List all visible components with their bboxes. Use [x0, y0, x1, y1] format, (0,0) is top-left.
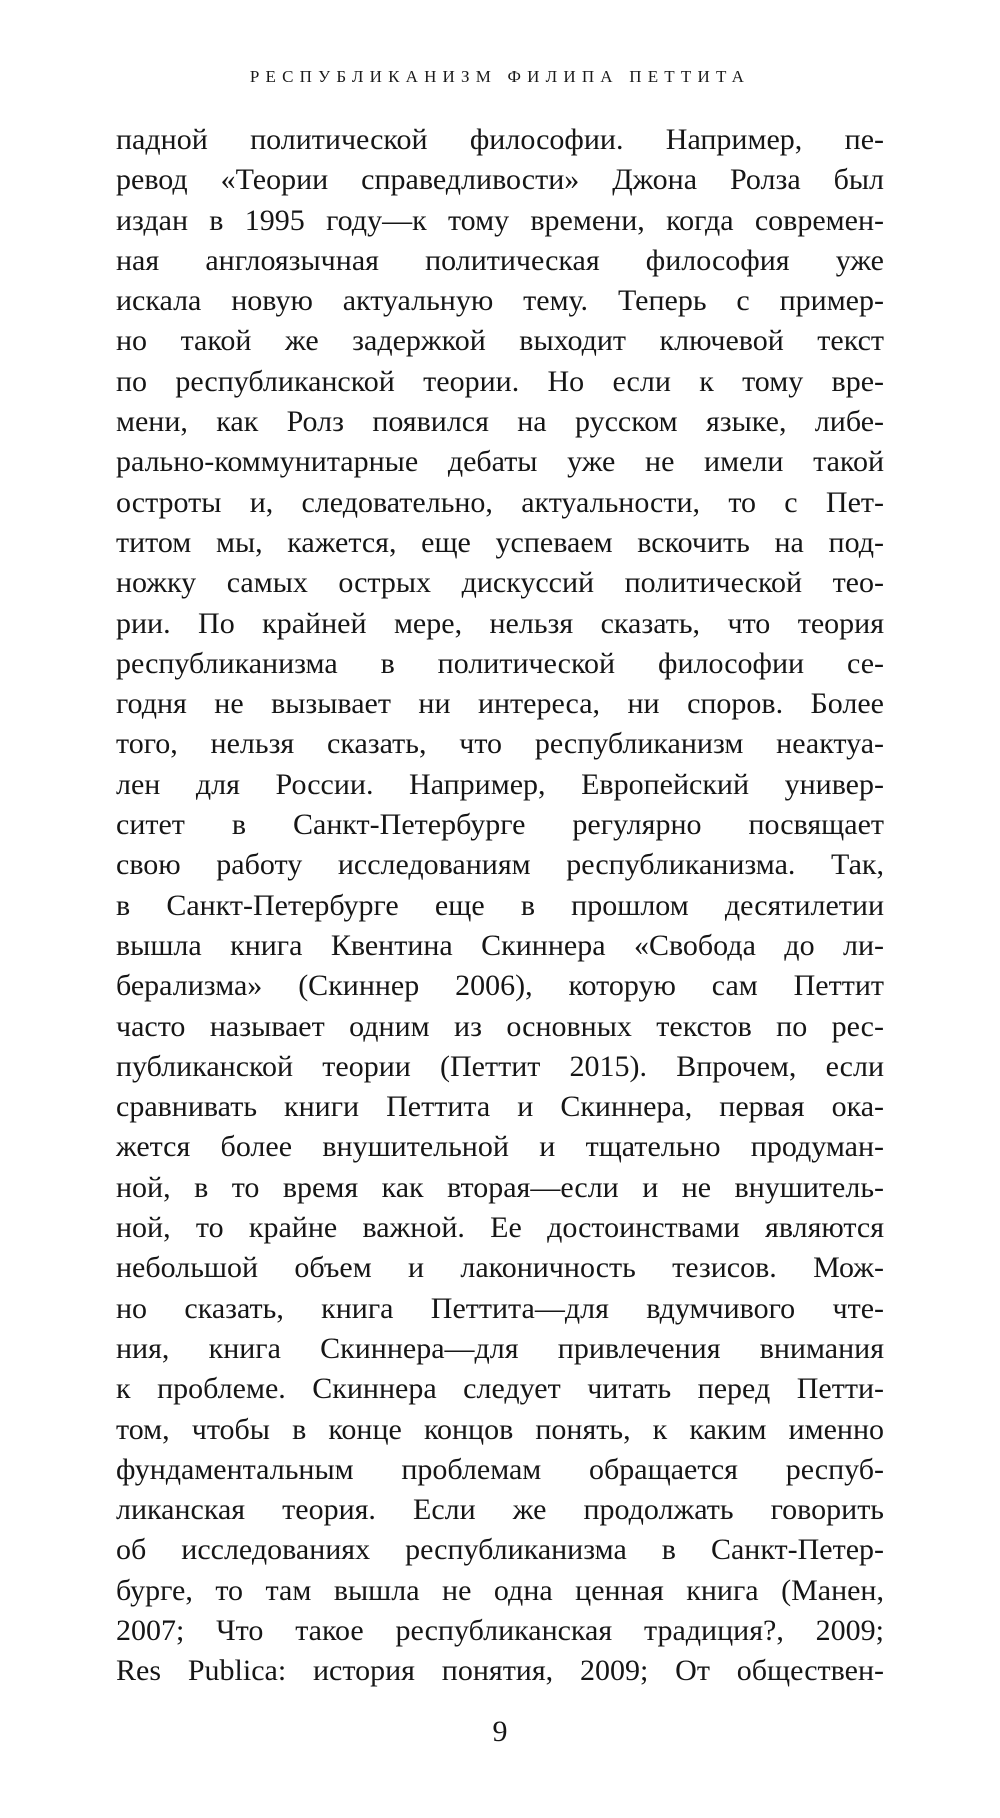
text-line: публиканской теории (Петтит 2015). Впрочем, если	[116, 1049, 884, 1083]
text-line: ситет в Санкт-Петербурге регулярно посвящает	[116, 808, 884, 842]
body-text	[116, 120, 884, 1692]
text-line: республиканизма в политической философии се-	[116, 646, 884, 680]
text-line: ной, в то время как вторая—если и не внушитель-	[116, 1170, 884, 1204]
text-line: фундаментальным проблемам обращается респуб-	[116, 1452, 884, 1486]
text-line: жется более внушительной и тщательно продуман-	[116, 1130, 884, 1164]
running-head: РЕСПУБЛИКАНИЗМ ФИЛИПА ПЕТТИТА	[249, 67, 751, 86]
text-line: берализма» (Скиннер 2006), которую сам Петтит	[116, 969, 884, 1003]
text-line: годня не вызывает ни интереса, ни споров. Более	[116, 687, 884, 721]
page-number: 9	[492, 1715, 508, 1748]
text-line: вышла книга Квентина Скиннера «Свобода до ли-	[116, 928, 884, 962]
text-line: по республиканской теории. Но если к тому вре-	[116, 364, 884, 398]
text-line: того, нельзя сказать, что республиканизм неактуа-	[116, 727, 884, 761]
text-line: ная англоязычная политическая философия уже	[116, 243, 884, 277]
text-line: ния, книга Скиннера—для привлечения внимания	[116, 1331, 884, 1365]
text-line: к проблеме. Скиннера следует читать перед Петти-	[116, 1372, 884, 1406]
text-line: бурге, то там вышла не одна ценная книга (Манен,	[116, 1573, 884, 1607]
text-line: титом мы, кажется, еще успеваем вскочить на под-	[116, 525, 884, 559]
text-line: в Санкт-Петербурге еще в прошлом десятилетии	[116, 888, 884, 922]
text-line: ной, то крайне важной. Ее достоинствами являются	[116, 1211, 884, 1245]
text-line: сравнивать книги Петтита и Скиннера, первая ока-	[116, 1090, 884, 1124]
text-line: но сказать, книга Петтита—для вдумчивого чте-	[116, 1291, 884, 1325]
text-line: ревод «Теории справедливости» Джона Ролза был	[116, 163, 884, 197]
text-line: том, чтобы в конце концов понять, к каким именно	[116, 1412, 884, 1446]
text-line: ликанская теория. Если же продолжать говорить	[116, 1493, 884, 1527]
text-line: мени, как Ролз появился на русском языке, либе-	[116, 405, 884, 439]
text-line: об исследованиях республиканизма в Санкт-Петер-	[116, 1533, 884, 1567]
text-line: искала новую актуальную тему. Теперь с пример-	[116, 284, 884, 318]
text-line: но такой же задержкой выходит ключевой текст	[116, 324, 884, 358]
text-line: 2007; Что такое республиканская традиция?, 2009;	[116, 1613, 884, 1647]
text-line: лен для России. Например, Европейский универ-	[116, 767, 884, 801]
text-line: Res Publica: история понятия, 2009; От обществен-	[116, 1654, 884, 1688]
text-line: часто называет одним из основных текстов по рес-	[116, 1009, 884, 1043]
text-line: ножку самых острых дискуссий политической тео-	[116, 566, 884, 600]
text-line: небольшой объем и лаконичность тезисов. Мож-	[116, 1251, 884, 1285]
text-line: издан в 1995 году—к тому времени, когда современ-	[116, 203, 884, 237]
text-line: свою работу исследованиям республиканизма. Так,	[116, 848, 884, 882]
text-line: остроты и, следовательно, актуальности, то с Пет-	[116, 485, 884, 519]
text-line: рии. По крайней мере, нельзя сказать, что теория	[116, 606, 884, 640]
text-line: падной политической философии. Например, пе-	[116, 123, 884, 156]
text-line: рально-коммунитарные дебаты уже не имели такой	[116, 445, 884, 479]
